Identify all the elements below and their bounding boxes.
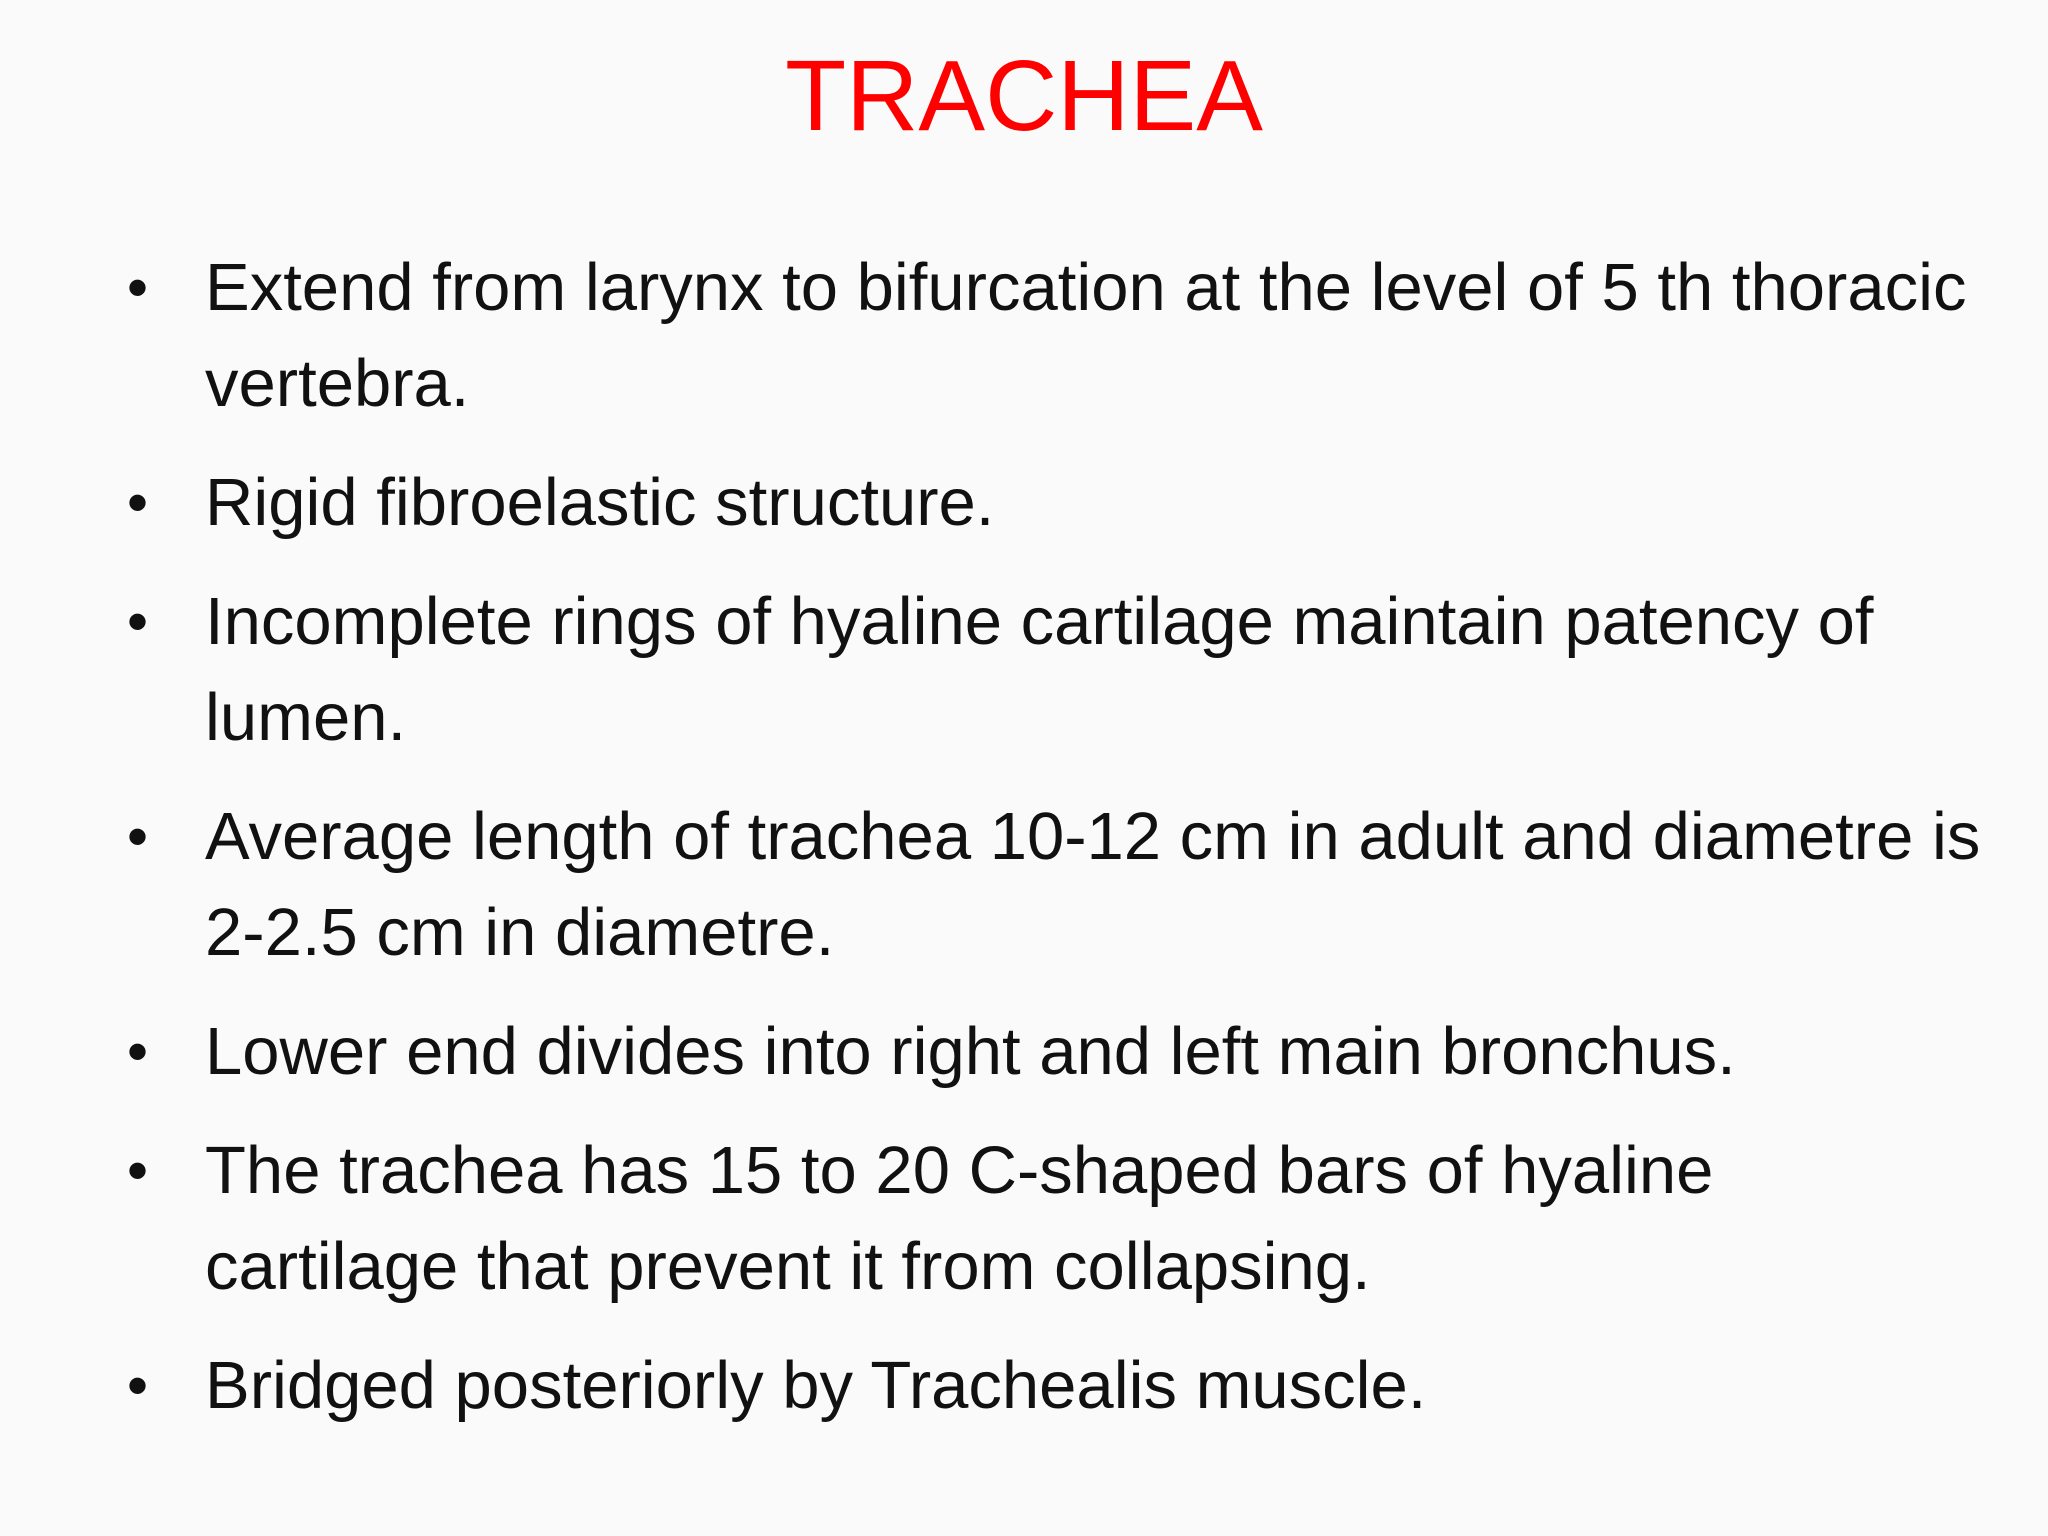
bullet-text: Average length of trachea 10-12 cm in adult and diametre is 2-2.5 cm in diametre.	[205, 799, 1981, 970]
bullet-text: Incomplete rings of hyaline cartilage maintain patency of lumen.	[205, 584, 1874, 755]
bullet-icon: •	[127, 254, 149, 321]
bullet-item-2	[127, 455, 1985, 551]
bullet-text: The trachea has 15 to 20 C-shaped bars of hyaline cartilage that prevent it from collapsing.	[205, 1133, 1714, 1304]
bullet-item-4	[127, 789, 1985, 981]
bullet-item-1	[127, 240, 1985, 432]
bullet-text: Rigid fibroelastic structure.	[205, 465, 995, 540]
slide-title: TRACHEA	[785, 40, 1263, 152]
bullet-item-5	[127, 1004, 1985, 1100]
bullet-icon: •	[127, 1018, 149, 1085]
bullet-icon: •	[127, 803, 149, 870]
bullet-text: Extend from larynx to bifurcation at the level of 5 th thoracic vertebra.	[205, 250, 1967, 421]
bullet-icon: •	[127, 469, 149, 536]
bullet-icon: •	[127, 1137, 149, 1204]
bullet-text: Lower end divides into right and left main bronchus.	[205, 1014, 1736, 1089]
bullet-item-3	[127, 574, 1985, 766]
bullet-list	[127, 240, 1985, 1457]
bullet-text: Bridged posteriorly by Trachealis muscle.	[205, 1348, 1427, 1423]
bullet-icon: •	[127, 588, 149, 655]
bullet-item-6	[127, 1123, 1985, 1315]
bullet-icon: •	[127, 1352, 149, 1419]
bullet-item-7	[127, 1338, 1985, 1434]
